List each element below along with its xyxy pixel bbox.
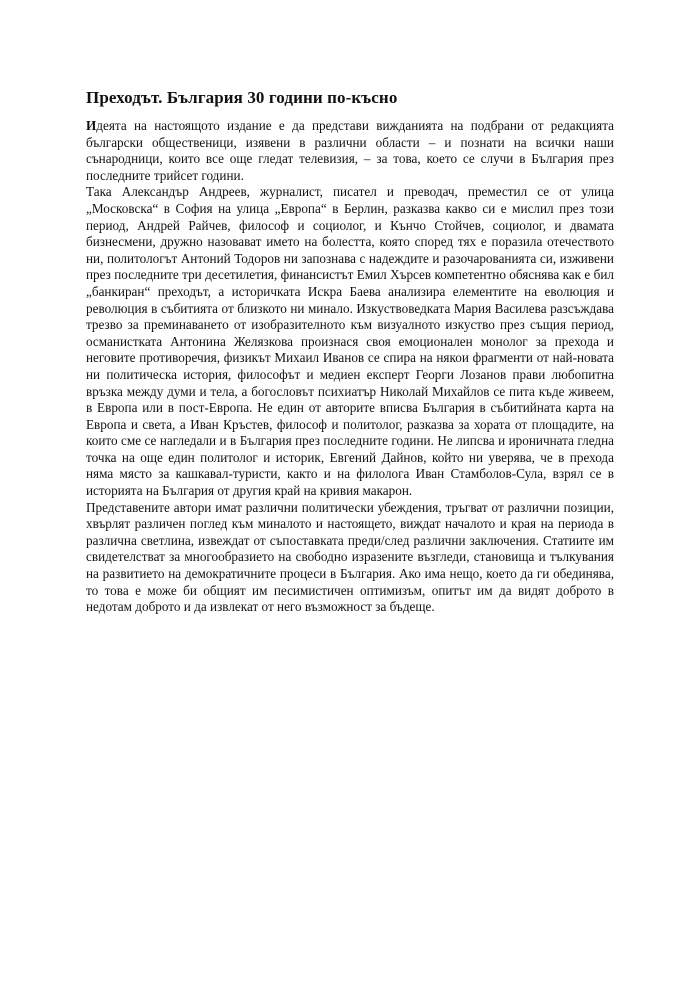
paragraph-intro-text: деята на настоящото издание е да представи вижданията на подбрани от редакцията български общественици, изявени в различни области – и познати на всички наши сънародници, които все още гледат телевизия, – за това, което се случи в България през последните трийсет години. <box>86 118 614 183</box>
paragraph-intro <box>86 118 614 184</box>
paragraph-authors: Така Александър Андреев, журналист, писател и преводач, преместил се от улица „Московска“ в София на улица „Европа“ в Берлин, разказва какво си е мислил през този период, Андрей Райчев, философ и социолог, и Кънчо Стойчев, социолог, и двамата бизнесмени, дружно назовават името на болестта, която според тях е поразила отечеството ни, политологът Антоний Тодоров ни запознава с надеждите и разочарованията си, изживени през последните три десетилетия, финансистът Емил Хърсев компетентно обяснява как е бил „банкиран“ преходът, а историчката Искра Баева анализира елементите на еволюция и революция в събитията от близкото ни минало. Изкуствоведката Мария Василева разсъждава трезво за преминаването от изобразителното към визуалното изкуство през същия период, османистката Антонина Желязкова произнася своя емоционален монолог за прехода и неговите противоречия, физикът Михаил Иванов се спира на някои фрагменти от най-новата ни политическа история, философът и медиен експерт Георги Лозанов прави любопитна връзка между думи и тела, а богословът психиатър Николай Михайлов се пита къде живеем, в Европа или в пост-Европа. Не един от авторите вписва България в събитийната карта на Европа и света, а Иван Кръстев, философ и политолог, разказва за хората от площадите, на които сме се нагледали и в България през последните години. Не липсва и ироничната гледна точка на още един политолог и историк, Евгений Дайнов, който ни уверява, че в прехода няма място за кашкавал-туристи, както и на филолога Иван Стамболов-Сула, взрял се в историята на България от другия край на кривия макарон. <box>86 184 614 499</box>
page-title: Преходът. България 30 години по-късно <box>86 88 398 107</box>
article-body <box>86 118 614 616</box>
drop-initial: И <box>86 118 97 133</box>
paragraph-conclusion: Представените автори имат различни политически убеждения, тръгват от различни позиции, хвърлят различен поглед към миналото и настоящето, виждат началото и края на периода в различна светлина, извеждат от съпоставката преди/след различни заключения. Статиите им свидетелстват за многообразието на свободно изразените възгледи, становища и тълкувания на развитието на демократичните процеси в България. Ако има нещо, което да ги обединява, то това е може би общият им песимистичен оптимизъм, опитът им да видят доброто в недотам доброто и да извлекат от него възможност за бъдеще. <box>86 499 614 615</box>
